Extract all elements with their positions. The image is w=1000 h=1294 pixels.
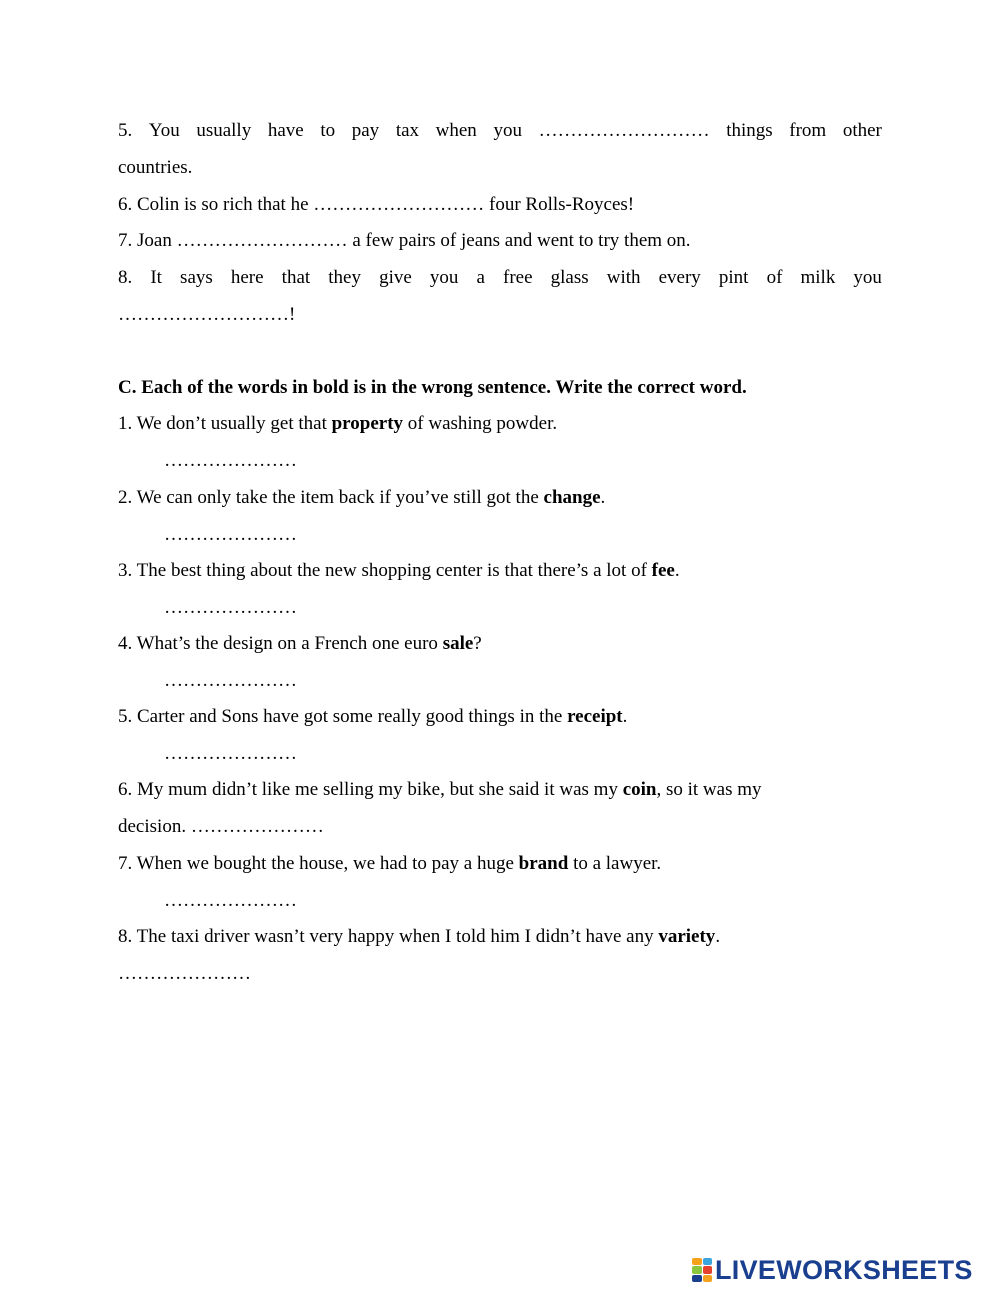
word: You — [148, 120, 180, 141]
bold-word: brand — [518, 853, 569, 874]
question-b8-continuation: ………………………! — [118, 304, 296, 325]
bold-word: receipt — [567, 706, 623, 727]
word: you — [493, 120, 522, 141]
question-c8: 8. The taxi driver wasn’t very happy when I told him I didn’t have any variety. — [118, 926, 721, 947]
word: you — [429, 267, 459, 288]
word: from — [789, 120, 827, 141]
word: give — [379, 267, 412, 288]
word: pay — [351, 120, 380, 141]
word: says — [180, 267, 213, 288]
question-c3: 3. The best thing about the new shopping center is that there’s a lot of fee. — [118, 560, 680, 581]
question-b7: 7. Joan ……………………… a few pairs of jeans and went to try them on. — [118, 230, 691, 251]
word: when — [435, 120, 477, 141]
answer-blank-c3[interactable]: ………………… — [164, 597, 297, 618]
bold-word: sale — [442, 633, 474, 654]
word: to — [320, 120, 336, 141]
word: you — [853, 267, 882, 288]
word: free — [503, 267, 533, 288]
question-c6: 6. My mum didn’t like me selling my bike, but she said it was my coin, so it was my — [118, 779, 762, 800]
logo-text: LIVEWORKSHEETS — [715, 1254, 973, 1285]
word: they — [328, 267, 361, 288]
logo-mark-icon — [692, 1258, 712, 1282]
answer-blank-c6[interactable]: ………………… — [190, 816, 324, 837]
word: ……………………… — [538, 120, 710, 141]
word: other — [842, 120, 882, 141]
word: a — [476, 267, 485, 288]
question-c6-continuation: decision. ………………… — [118, 816, 324, 837]
word: with — [606, 267, 641, 288]
question-c4: 4. What’s the design on a French one euro sale? — [118, 633, 482, 654]
question-b5-continuation: countries. — [118, 157, 193, 178]
question-b8 — [118, 266, 882, 290]
word: tax — [395, 120, 420, 141]
word: things — [726, 120, 773, 141]
answer-blank-c4[interactable]: ………………… — [164, 670, 297, 691]
question-c1: 1. We don’t usually get that property of washing powder. — [118, 413, 558, 434]
question-c7: 7. When we bought the house, we had to pay a huge brand to a lawyer. — [118, 853, 662, 874]
word: milk — [800, 267, 836, 288]
answer-blank-c1[interactable]: ………………… — [164, 450, 297, 471]
answer-blank-c7[interactable]: ………………… — [164, 890, 297, 911]
word: It — [150, 267, 162, 288]
question-b6: 6. Colin is so rich that he ……………………… four Rolls-Royces! — [118, 194, 635, 215]
word: 5. — [118, 120, 133, 141]
bold-word: variety — [658, 926, 716, 947]
word: 8. — [118, 267, 133, 288]
word: have — [267, 120, 304, 141]
question-c2: 2. We can only take the item back if you’ve still got the change. — [118, 487, 606, 508]
word: usually — [196, 120, 252, 141]
word: glass — [550, 267, 589, 288]
section-c-heading: C. Each of the words in bold is in the wrong sentence. Write the correct word. — [118, 377, 747, 398]
word: pint — [718, 267, 749, 288]
bold-word: property — [331, 413, 404, 434]
answer-blank-c5[interactable]: ………………… — [164, 743, 297, 764]
answer-blank-c8[interactable]: ………………… — [118, 963, 251, 984]
question-c5: 5. Carter and Sons have got some really good things in the receipt. — [118, 706, 628, 727]
bold-word: coin — [622, 779, 657, 800]
answer-blank-c2[interactable]: ………………… — [164, 524, 297, 545]
bold-word: change — [543, 487, 601, 508]
question-b5 — [118, 119, 882, 143]
word: of — [766, 267, 783, 288]
liveworksheets-logo — [692, 1256, 992, 1284]
bold-word: fee — [651, 560, 675, 581]
word: that — [281, 267, 311, 288]
word: every — [658, 267, 701, 288]
word: here — [230, 267, 264, 288]
